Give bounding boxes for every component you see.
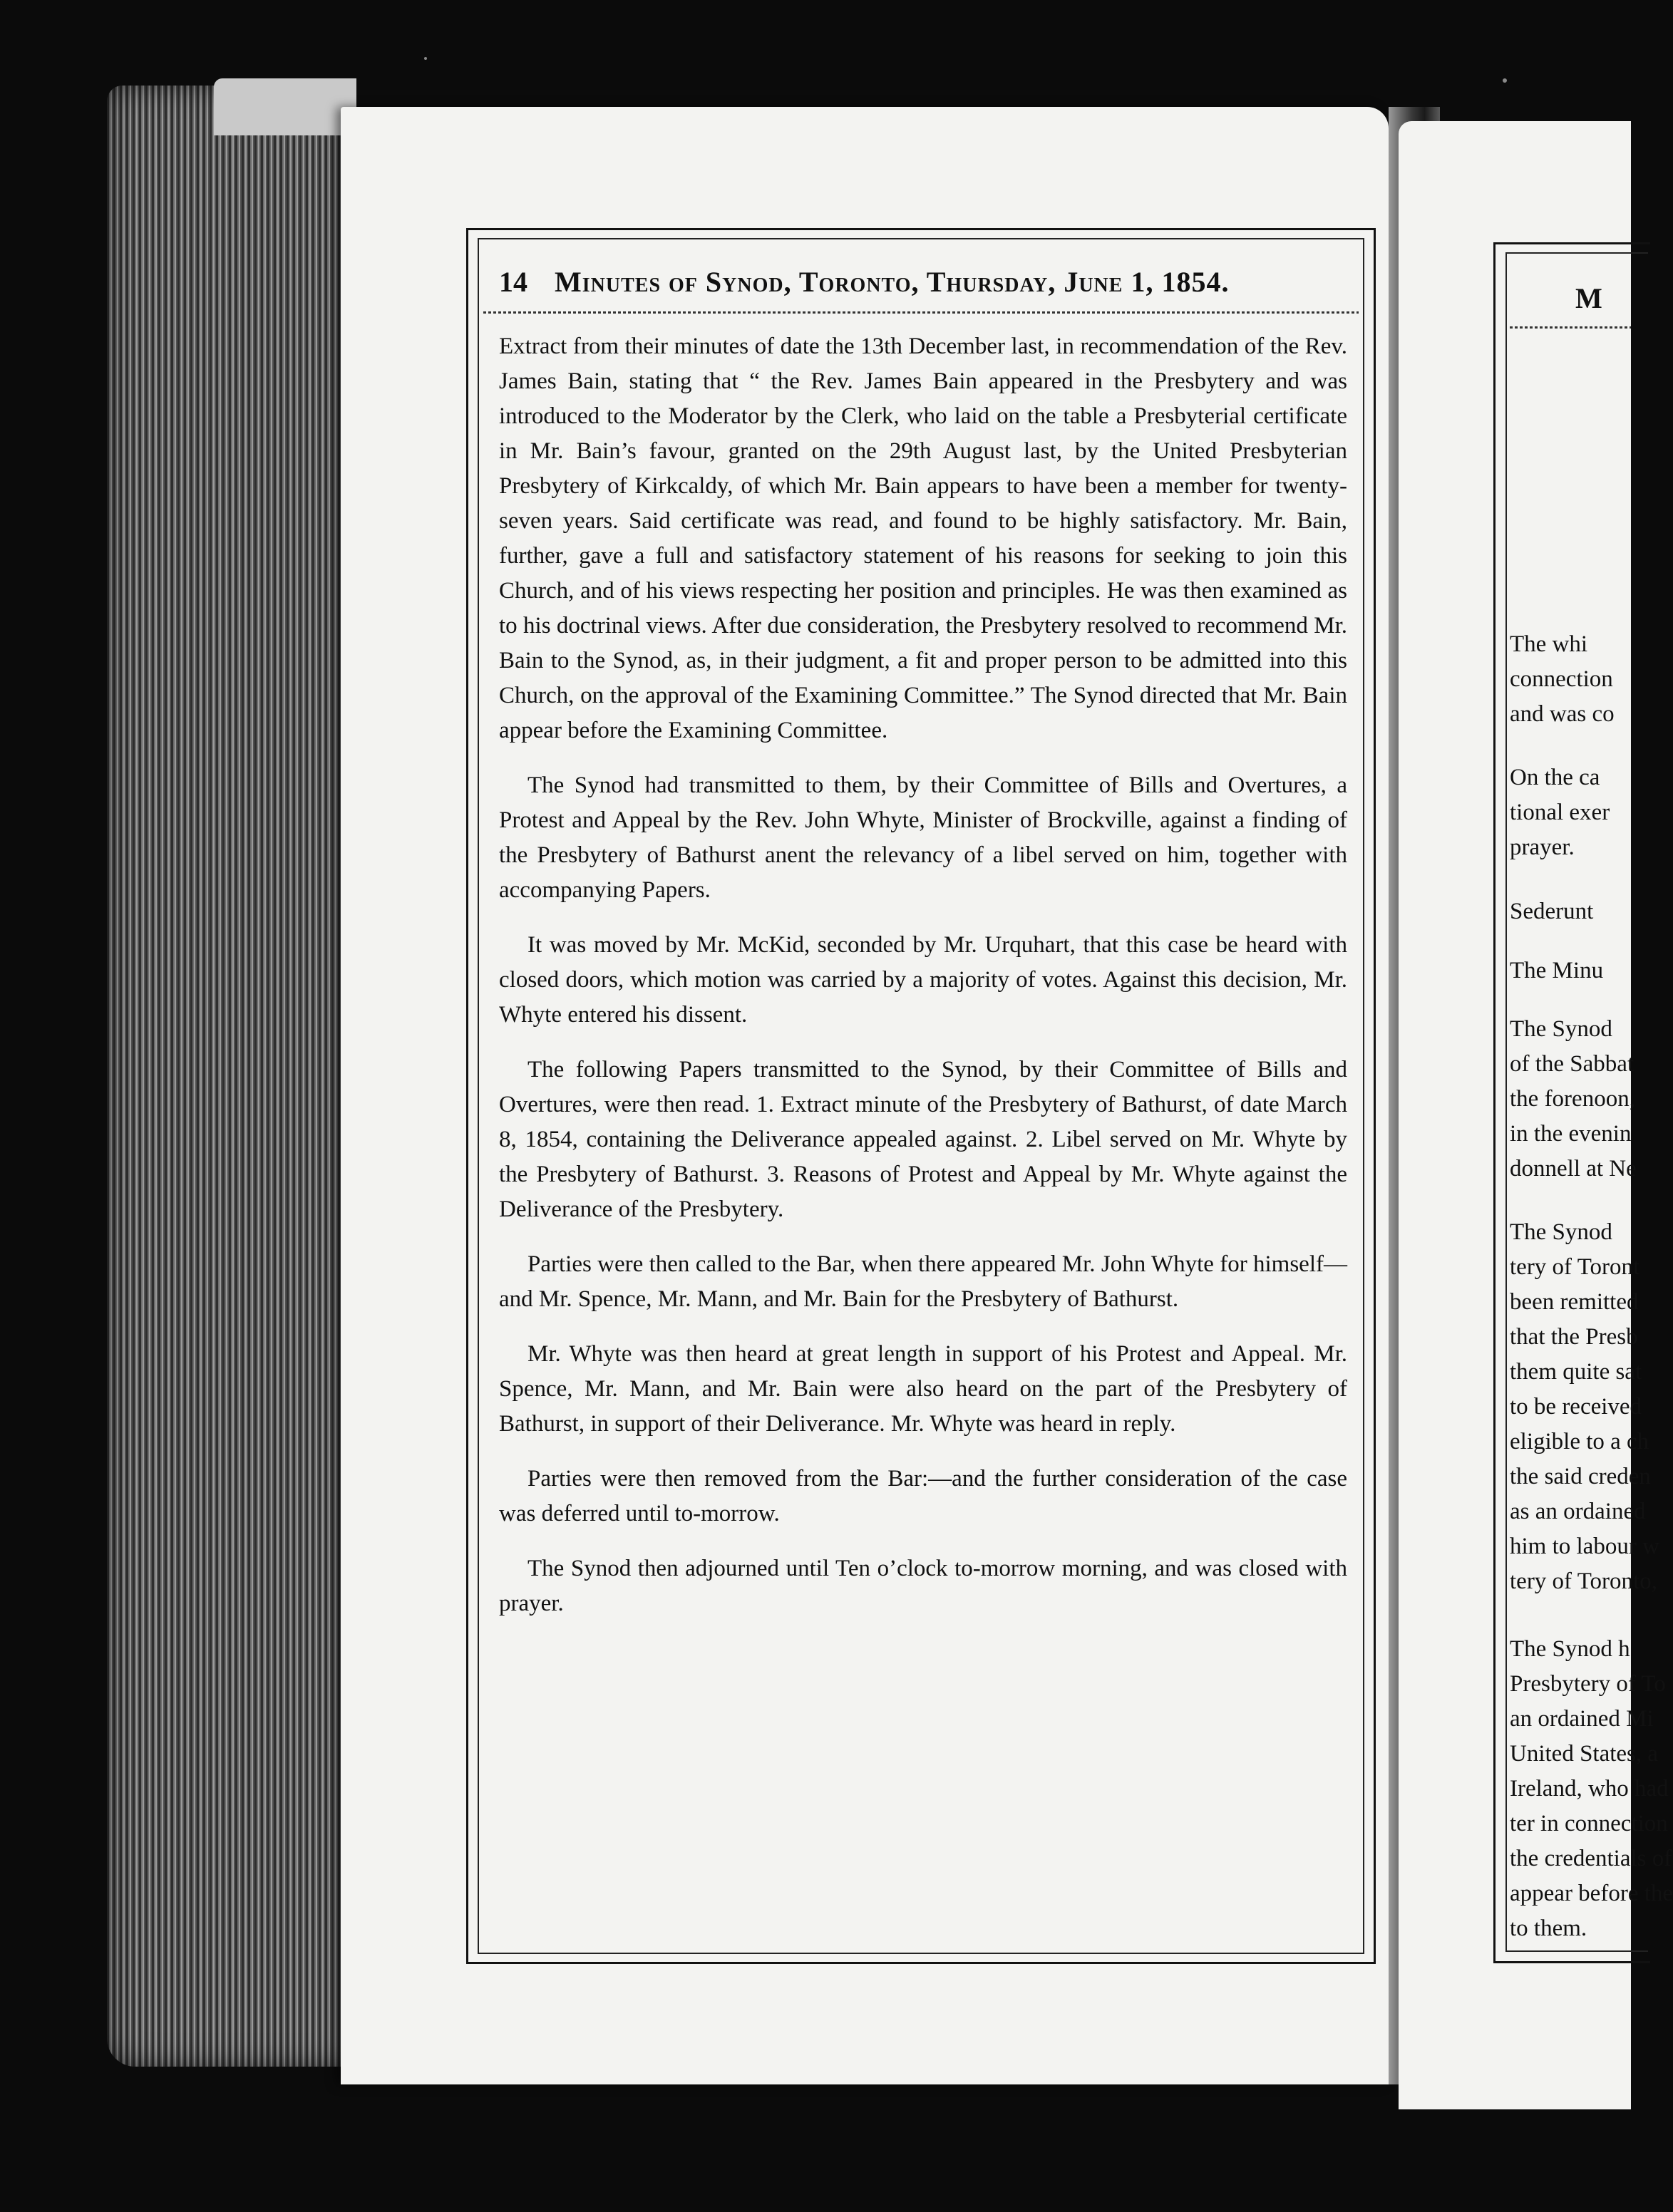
right-block bbox=[1510, 760, 1631, 865]
paragraph: Mr. Whyte was then heard at great length in support of his Protest and Appeal. Mr. Spence, Mr. Mann, and Mr. Bain were also heard on the part of the Presbytery of Bathurst, in support of their Deliverance. Mr. Whyte was heard in reply. bbox=[499, 1341, 1347, 1437]
dust-speck bbox=[424, 57, 427, 60]
running-head bbox=[499, 265, 1347, 305]
text-line: ter in connection bbox=[1510, 1811, 1668, 1836]
right-block bbox=[1510, 953, 1631, 988]
text-line: Presbytery of To bbox=[1510, 1671, 1666, 1697]
paragraph: The Synod had transmitted to them, by their Committee of Bills and Overtures, a Protest and Appeal by the Rev. John Whyte, Minister of Brockville, against a finding of the Presbytery of Bathurst anent the relevancy of a libel served on him, together with accompanying Papers. bbox=[499, 772, 1347, 903]
right-running-head-fragment: M bbox=[1575, 282, 1602, 314]
paragraph: The following Papers transmitted to the Synod, by their Committee of Bills and Overtures, were then read. 1. Extract minute of the Presbytery of Bathurst, of date March 8, 1854, containing the Deliverance appealed against. 2. Libel served on Mr. Whyte by the Presbytery of Bathurst. 3. Reasons of Protest and Appeal by Mr. Whyte against the Deliverance of the Presbytery. bbox=[499, 1057, 1347, 1222]
text-line: as an ordained bbox=[1510, 1499, 1646, 1524]
right-block bbox=[1510, 627, 1631, 732]
book-fore-edge bbox=[107, 86, 349, 2067]
text-line: The Synod h bbox=[1510, 1636, 1630, 1662]
text-line: On the ca bbox=[1510, 765, 1600, 790]
paragraph: Parties were then called to the Bar, when there appeared Mr. John Whyte for himself—and Mr. Spence, Mr. Mann, and Mr. Bain for the Presbytery of Bathurst. bbox=[499, 1251, 1347, 1312]
text-line: tery of Toront bbox=[1510, 1254, 1640, 1280]
paragraph: It was moved by Mr. McKid, seconded by Mr. Urquhart, that this case be heard with closed doors, which motion was carried by a majority of votes. Against this decision, Mr. Whyte entered his dissent. bbox=[499, 932, 1347, 1028]
text-line: appear before the bbox=[1510, 1881, 1673, 1906]
right-header-rule bbox=[1510, 326, 1631, 329]
text-line: The Synod bbox=[1510, 1016, 1612, 1042]
body-text bbox=[499, 329, 1347, 1641]
text-line: of the Sabbat bbox=[1510, 1051, 1635, 1077]
text-line: an ordained Mi bbox=[1510, 1706, 1654, 1732]
text-line: that the Presb bbox=[1510, 1324, 1638, 1350]
text-line: The Minu bbox=[1510, 958, 1604, 983]
text-line: United States, a bbox=[1510, 1741, 1659, 1767]
text-line: in the evenin bbox=[1510, 1121, 1632, 1147]
paragraph: The Synod then adjourned until Ten o’clock to-morrow morning, and was closed with prayer. bbox=[499, 1556, 1347, 1616]
page-number: 14 bbox=[499, 266, 527, 298]
text-line: prayer. bbox=[1510, 834, 1575, 860]
running-title: Minutes of Synod, Toronto, Thursday, June 1, 1854. bbox=[555, 266, 1230, 298]
text-line: him to labour w bbox=[1510, 1534, 1659, 1559]
text-line: eligible to a ch bbox=[1510, 1429, 1649, 1454]
text-line: them quite sat bbox=[1510, 1359, 1642, 1385]
paragraph: Parties were then removed from the Bar:—and the further consideration of the case was deferred until to-morrow. bbox=[499, 1466, 1347, 1526]
text-line: the forenoon, bbox=[1510, 1086, 1635, 1112]
text-line: and was co bbox=[1510, 701, 1615, 727]
dust-speck bbox=[1503, 78, 1507, 83]
text-line: The whi bbox=[1510, 631, 1588, 657]
text-line: tery of Toronto, bbox=[1510, 1568, 1657, 1594]
right-block bbox=[1510, 1632, 1673, 1946]
header-rule bbox=[483, 311, 1359, 314]
right-block bbox=[1510, 894, 1631, 929]
right-block bbox=[1510, 1012, 1637, 1187]
text-line: the said creden bbox=[1510, 1464, 1651, 1489]
text-line: donnell at Ne bbox=[1510, 1156, 1637, 1182]
right-block bbox=[1510, 1215, 1659, 1599]
text-line: tional exer bbox=[1510, 800, 1610, 825]
text-line: to be received bbox=[1510, 1394, 1642, 1420]
book-fore-edge-top bbox=[214, 78, 356, 135]
paragraph: Extract from their minutes of date the 13th December last, in recommendation of the Rev. James Bain, stating that “ the Rev. James Bain appeared in the Presbytery and was introduced to the Moderator by the Clerk, who laid on the table a Presbyterial certificate in Mr. Bain’s favour, granted on the 29th August last, by the United Presbyterian Presbytery of Kirkcaldy, of which Mr. Bain appears to have been a member for twenty-seven years. Said certificate was read, and found to be highly satisfactory. Mr. Bain, further, gave a full and satisfactory statement of his reasons for seeking to join this Church, and of his views respecting her position and principles. He was then examined as to his doctrinal views. After due consideration, the Presbytery resolved to recommend Mr. Bain to the Synod, as, in their judgment, a fit and proper person to be admitted into this Church, on the approval of the Examining Committee.” The Synod directed that Mr. Bain appear before the Examining Committee. bbox=[499, 334, 1347, 743]
text-line: to them. bbox=[1510, 1916, 1587, 1941]
text-line: connection bbox=[1510, 666, 1613, 692]
text-line: been remitted bbox=[1510, 1289, 1639, 1315]
text-line: Sederunt bbox=[1510, 899, 1594, 924]
text-line: the credentials of bbox=[1510, 1846, 1672, 1871]
text-line: The Synod bbox=[1510, 1219, 1612, 1245]
text-line: Ireland, who had bbox=[1510, 1776, 1669, 1802]
